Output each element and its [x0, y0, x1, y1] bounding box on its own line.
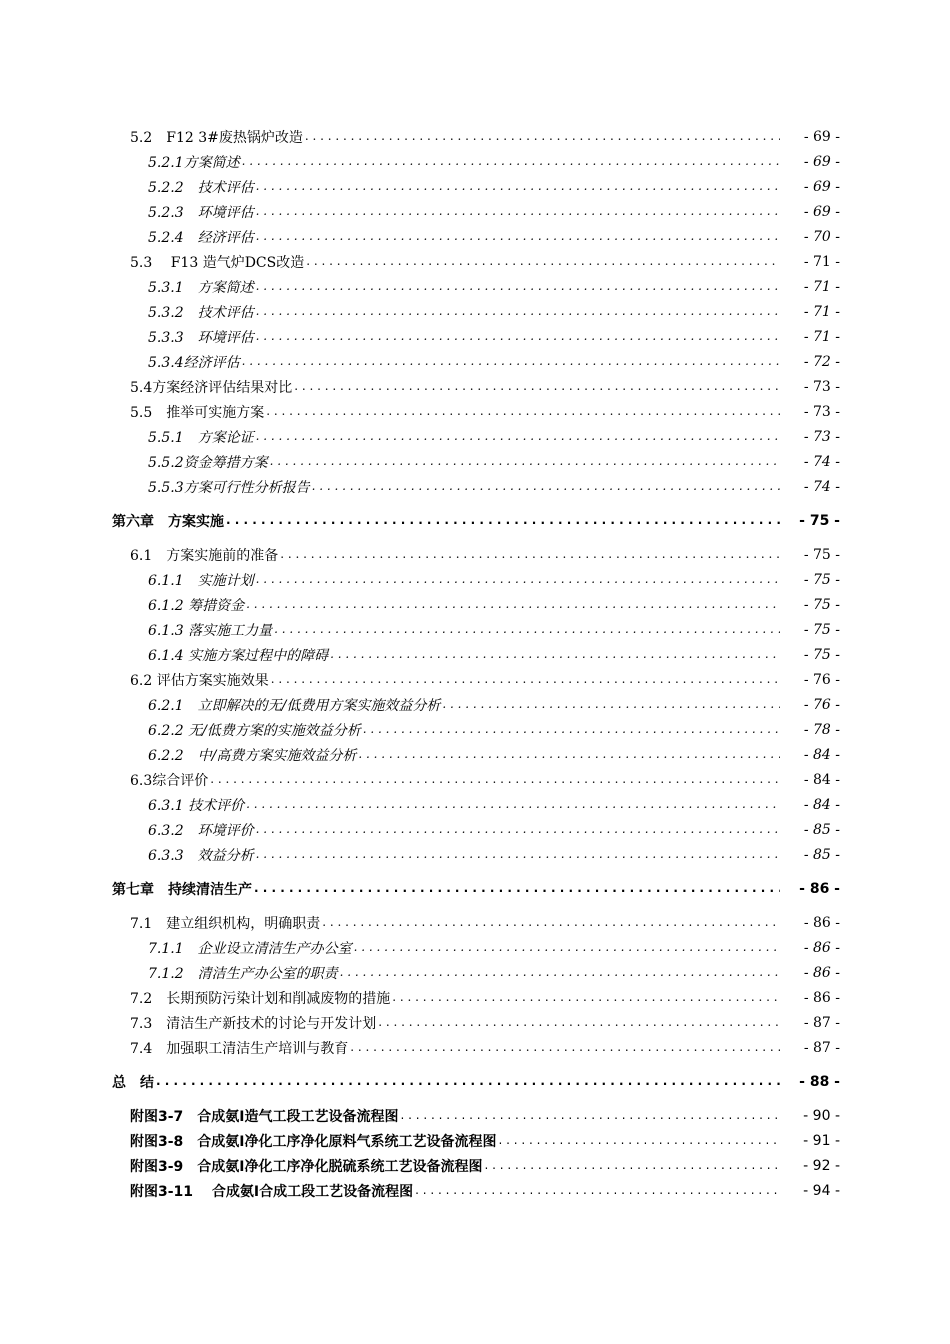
toc-entry-page: - 85 - [803, 846, 840, 863]
toc-entry-title: 5.5.3方案可行性分析报告 [148, 479, 310, 496]
toc-entry-title: 6.3.2 环境评价 [148, 822, 254, 839]
toc-entry-title: 6.2 评估方案实施效果 [130, 672, 269, 689]
dot-leader [256, 567, 780, 592]
dot-leader [363, 717, 780, 742]
dot-leader [242, 349, 780, 374]
toc-entry-page: - 73 - [803, 403, 840, 420]
toc-entry-page: - 73 - [803, 378, 840, 395]
dot-leader [378, 1010, 780, 1035]
dot-leader [256, 174, 780, 199]
toc-entry[interactable] [0, 592, 950, 617]
dot-leader [254, 876, 780, 901]
toc-entry-title: 6.3综合评价 [130, 772, 209, 789]
toc-entry-page: - 85 - [803, 821, 840, 838]
toc-entry[interactable] [0, 935, 950, 960]
dot-leader [242, 149, 780, 174]
toc-entry[interactable] [0, 667, 950, 692]
toc-entry-page: - 94 - [803, 1182, 840, 1199]
dot-leader [485, 1153, 780, 1178]
toc-entry-page: - 86 - [803, 914, 840, 931]
dot-leader [274, 617, 780, 642]
toc-entry-title: 6.3.3 效益分析 [148, 847, 254, 864]
toc-entry-title: 7.3 清洁生产新技术的讨论与开发计划 [130, 1015, 377, 1032]
toc-entry-title: 5.2.4 经济评估 [148, 229, 254, 246]
dot-leader [256, 199, 780, 224]
toc-entry-page: - 75 - [803, 646, 840, 663]
toc-entry[interactable] [0, 399, 950, 424]
toc-entry[interactable] [0, 910, 950, 935]
toc-entry-title: 6.2.1 立即解决的无/低费用方案实施效益分析 [148, 697, 441, 714]
dot-leader [415, 1178, 780, 1203]
toc-entry-page: - 92 - [803, 1157, 840, 1174]
toc-entry-title: 6.2.2 中/高费方案实施效益分析 [148, 747, 357, 764]
toc-entry-title: 5.2 F12 3#废热锅炉改造 [130, 129, 303, 146]
toc-entry-title: 7.1.1 企业设立清洁生产办公室 [148, 940, 352, 957]
dot-leader [354, 935, 780, 960]
toc-entry-page: - 71 - [803, 278, 840, 295]
toc-entry-page: - 75 - [803, 621, 840, 638]
toc-entry[interactable] [0, 542, 950, 567]
toc-figure-entry[interactable] [0, 1103, 950, 1128]
dot-leader [350, 1035, 780, 1060]
toc-entry-title: 7.2 长期预防污染计划和削减废物的措施 [130, 990, 391, 1007]
dot-leader [294, 374, 780, 399]
toc-entry-title: 6.1.1 实施计划 [148, 572, 254, 589]
dot-leader [256, 299, 780, 324]
dot-leader [256, 817, 780, 842]
toc-entry-title: 6.1.3 落实施工力量 [148, 622, 273, 639]
toc-entry-title: 7.4 加强职工清洁生产培训与教育 [130, 1040, 349, 1057]
toc-entry-title: 6.1.4 实施方案过程中的障碍 [148, 647, 329, 664]
toc-entry-title: 附图3-8 合成氨Ⅰ净化工序净化原料气系统工艺设备流程图 [130, 1133, 497, 1150]
toc-figure-entry[interactable] [0, 1128, 950, 1153]
toc-entry-page: - 69 - [803, 153, 840, 170]
toc-entry[interactable] [0, 124, 950, 149]
toc-entry-page: - 71 - [803, 253, 840, 270]
toc-entry-title: 5.5.1 方案论证 [148, 429, 254, 446]
toc-entry[interactable] [0, 842, 950, 867]
toc-entry-title: 5.2.1方案简述 [148, 154, 240, 171]
toc-entry-title: 第六章 方案实施 [112, 513, 224, 530]
dot-leader [270, 449, 780, 474]
dot-leader [226, 508, 780, 533]
toc-entry[interactable] [0, 474, 950, 499]
dot-leader [256, 842, 780, 867]
dot-leader [340, 960, 780, 985]
toc-entry[interactable] [0, 199, 950, 224]
toc-entry[interactable] [0, 299, 950, 324]
toc-entry-title: 7.1 建立组织机构，明确职责 [130, 915, 321, 932]
toc-entry[interactable] [0, 985, 950, 1010]
toc-entry-page: - 74 - [803, 453, 840, 470]
dot-leader [401, 1103, 780, 1128]
toc-entry-page: - 73 - [803, 428, 840, 445]
toc-entry-title: 6.1 方案实施前的准备 [130, 547, 279, 564]
toc-chapter-entry[interactable] [0, 876, 950, 901]
toc-entry-title: 5.3.2 技术评估 [148, 304, 254, 321]
toc-entry-page: - 71 - [803, 328, 840, 345]
toc-entry[interactable] [0, 374, 950, 399]
toc-entry-page: - 75 - [803, 596, 840, 613]
toc-entry[interactable] [0, 767, 950, 792]
toc-entry-title: 总 结 [112, 1074, 154, 1091]
table-of-contents [0, 124, 950, 1203]
toc-chapter-entry[interactable] [0, 1069, 950, 1094]
toc-entry-title: 第七章 持续清洁生产 [112, 881, 252, 898]
toc-entry[interactable] [0, 349, 950, 374]
toc-entry[interactable] [0, 1010, 950, 1035]
toc-entry-title: 5.3 F13 造气炉DCS改造 [130, 254, 305, 271]
toc-entry-page: - 91 - [803, 1132, 840, 1149]
toc-entry-page: - 84 - [803, 771, 840, 788]
toc-entry[interactable] [0, 792, 950, 817]
toc-entry[interactable] [0, 567, 950, 592]
dot-leader [280, 542, 780, 567]
toc-entry-page: - 76 - [803, 671, 840, 688]
toc-entry-page: - 72 - [803, 353, 840, 370]
toc-entry-page: - 86 - [803, 939, 840, 956]
toc-entry[interactable] [0, 324, 950, 349]
dot-leader [312, 474, 780, 499]
toc-entry[interactable] [0, 424, 950, 449]
toc-entry-title: 5.5.2资金筹措方案 [148, 454, 268, 471]
dot-leader [256, 324, 780, 349]
toc-entry-page: - 87 - [803, 1014, 840, 1031]
toc-entry-page: - 75 - [803, 546, 840, 563]
toc-entry-page: - 86 - [799, 880, 840, 897]
dot-leader [256, 424, 780, 449]
toc-entry-page: - 87 - [803, 1039, 840, 1056]
toc-entry-page: - 88 - [799, 1073, 840, 1090]
toc-entry[interactable] [0, 817, 950, 842]
toc-entry-page: - 76 - [803, 696, 840, 713]
toc-entry[interactable] [0, 149, 950, 174]
toc-entry-page: - 84 - [803, 746, 840, 763]
toc-entry-page: - 75 - [799, 512, 840, 529]
dot-leader [246, 592, 780, 617]
dot-leader [246, 792, 780, 817]
dot-leader [256, 224, 780, 249]
toc-entry[interactable] [0, 717, 950, 742]
toc-entry[interactable] [0, 274, 950, 299]
dot-leader [156, 1069, 780, 1094]
toc-entry-title: 6.1.2 筹措资金 [148, 597, 245, 614]
toc-entry-page: - 86 - [803, 964, 840, 981]
dot-leader [499, 1128, 780, 1153]
toc-figure-entry[interactable] [0, 1178, 950, 1203]
toc-entry[interactable] [0, 642, 950, 667]
toc-entry[interactable] [0, 449, 950, 474]
toc-entry-page: - 70 - [803, 228, 840, 245]
toc-entry-title: 5.2.3 环境评估 [148, 204, 254, 221]
dot-leader [322, 910, 780, 935]
toc-entry[interactable] [0, 692, 950, 717]
toc-entry-page: - 86 - [803, 989, 840, 1006]
toc-entry-page: - 69 - [803, 203, 840, 220]
toc-entry-page: - 74 - [803, 478, 840, 495]
toc-entry[interactable] [0, 224, 950, 249]
toc-entry-title: 5.2.2 技术评估 [148, 179, 254, 196]
toc-entry-page: - 75 - [803, 571, 840, 588]
toc-entry-title: 5.3.1 方案简述 [148, 279, 254, 296]
toc-entry-title: 5.4方案经济评估结果对比 [130, 379, 293, 396]
dot-leader [306, 249, 780, 274]
toc-entry-page: - 90 - [803, 1107, 840, 1124]
toc-entry-title: 7.1.2 清洁生产办公室的职责 [148, 965, 338, 982]
toc-entry[interactable] [0, 1035, 950, 1060]
toc-entry[interactable] [0, 617, 950, 642]
dot-leader [305, 124, 780, 149]
dot-leader [256, 274, 780, 299]
toc-entry[interactable] [0, 742, 950, 767]
toc-chapter-entry[interactable] [0, 508, 950, 533]
toc-entry-title: 5.3.3 环境评估 [148, 329, 254, 346]
toc-entry-title: 5.3.4经济评估 [148, 354, 240, 371]
toc-entry[interactable] [0, 960, 950, 985]
dot-leader [210, 767, 780, 792]
toc-entry-page: - 78 - [803, 721, 840, 738]
toc-entry-title: 6.2.2 无/低费方案的实施效益分析 [148, 722, 361, 739]
dot-leader [392, 985, 780, 1010]
toc-entry-title: 附图3-7 合成氨Ⅰ造气工段工艺设备流程图 [130, 1108, 399, 1125]
toc-entry[interactable] [0, 249, 950, 274]
dot-leader [442, 692, 780, 717]
toc-entry-title: 6.3.1 技术评价 [148, 797, 245, 814]
dot-leader [358, 742, 780, 767]
toc-entry-title: 5.5 推举可实施方案 [130, 404, 265, 421]
toc-entry-page: - 69 - [803, 178, 840, 195]
toc-entry-page: - 69 - [803, 128, 840, 145]
dot-leader [271, 667, 780, 692]
toc-entry-page: - 84 - [803, 796, 840, 813]
toc-entry[interactable] [0, 174, 950, 199]
toc-entry-page: - 71 - [803, 303, 840, 320]
dot-leader [330, 642, 780, 667]
toc-entry-title: 附图3-9 合成氨Ⅰ净化工序净化脱硫系统工艺设备流程图 [130, 1158, 483, 1175]
dot-leader [266, 399, 780, 424]
toc-figure-entry[interactable] [0, 1153, 950, 1178]
toc-entry-title: 附图3-11 合成氨Ⅰ合成工段工艺设备流程图 [130, 1183, 414, 1200]
